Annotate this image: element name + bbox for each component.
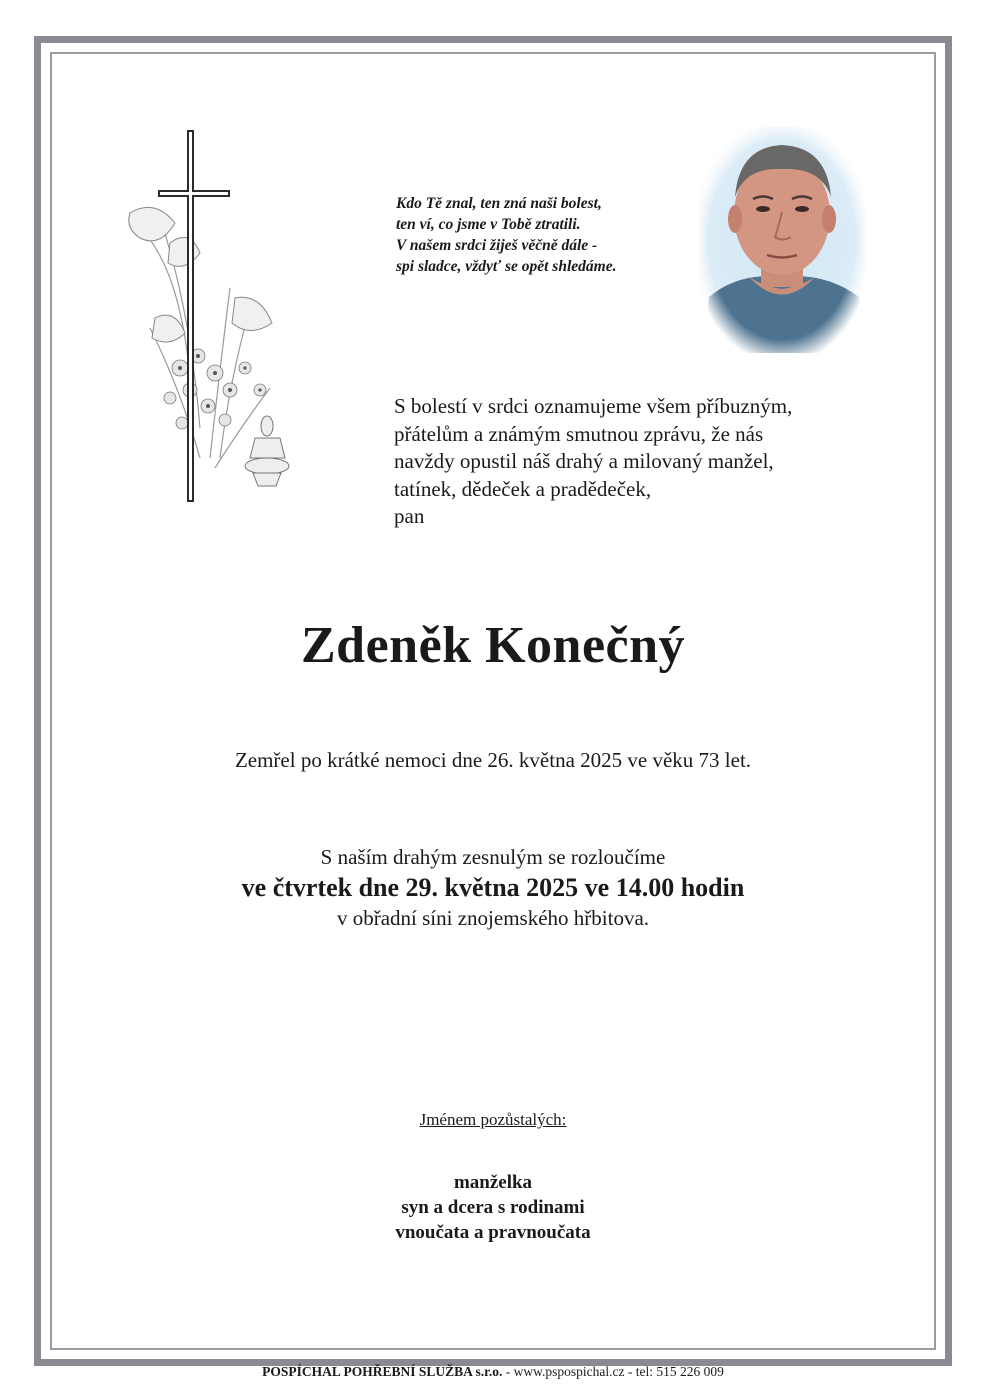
deceased-name: Zdeněk Konečný <box>300 617 686 674</box>
footer-contact: - www.pspospichal.cz - tel: 515 226 009 <box>502 1364 724 1379</box>
farewell-date-time: ve čtvrtek dne 29. května 2025 ve 14.00 hodin <box>241 873 745 902</box>
portrait-photo <box>699 127 865 353</box>
mourner-item: syn a dcera s rodinami <box>401 1197 585 1218</box>
mourner-item: manželka <box>453 1172 533 1193</box>
announcement-text <box>394 393 864 531</box>
mourners-heading <box>0 1110 986 1130</box>
announcement-line: pan <box>394 504 425 528</box>
poem-line: Kdo Tě znal, ten zná naši bolest, <box>396 195 602 212</box>
mourners-list <box>0 1170 986 1245</box>
poem-line: spi sladce, vždyť se opět shledáme. <box>396 258 617 275</box>
farewell-line: S naším drahým zesnulým se rozloučíme <box>320 845 666 869</box>
poem-line: V našem srdci žiješ věčně dále - <box>396 237 598 254</box>
farewell-info <box>0 843 986 933</box>
mourner-item: vnoučata a pravnoučata <box>395 1222 591 1243</box>
announcement-line: tatínek, dědeček a pradědeček, <box>394 476 652 501</box>
announcement-line: přátelům a známým smutnou zprávu, že nás <box>394 421 764 446</box>
mourners-heading-text: Jménem pozůstalých: <box>419 1110 567 1129</box>
farewell-location: v obřadní síni znojemského hřbitova. <box>336 906 650 930</box>
death-notice: Zemřel po krátké nemoci dne 26. května 2025 ve věku 73 let. <box>234 748 752 772</box>
announcement-line: S bolestí v srdci oznamujeme všem příbuzným, <box>394 394 793 418</box>
poem-line: ten ví, co jsme v Tobě ztratili. <box>396 216 581 233</box>
footer <box>0 1364 986 1380</box>
footer-firm: POSPÍCHAL POHŘEBNÍ SLUŽBA s.r.o. <box>262 1364 503 1379</box>
cross-with-flowers-icon <box>120 128 310 508</box>
announcement-line: navždy opustil náš drahý a milovaný manžel, <box>394 449 774 473</box>
memorial-poem <box>396 193 696 277</box>
